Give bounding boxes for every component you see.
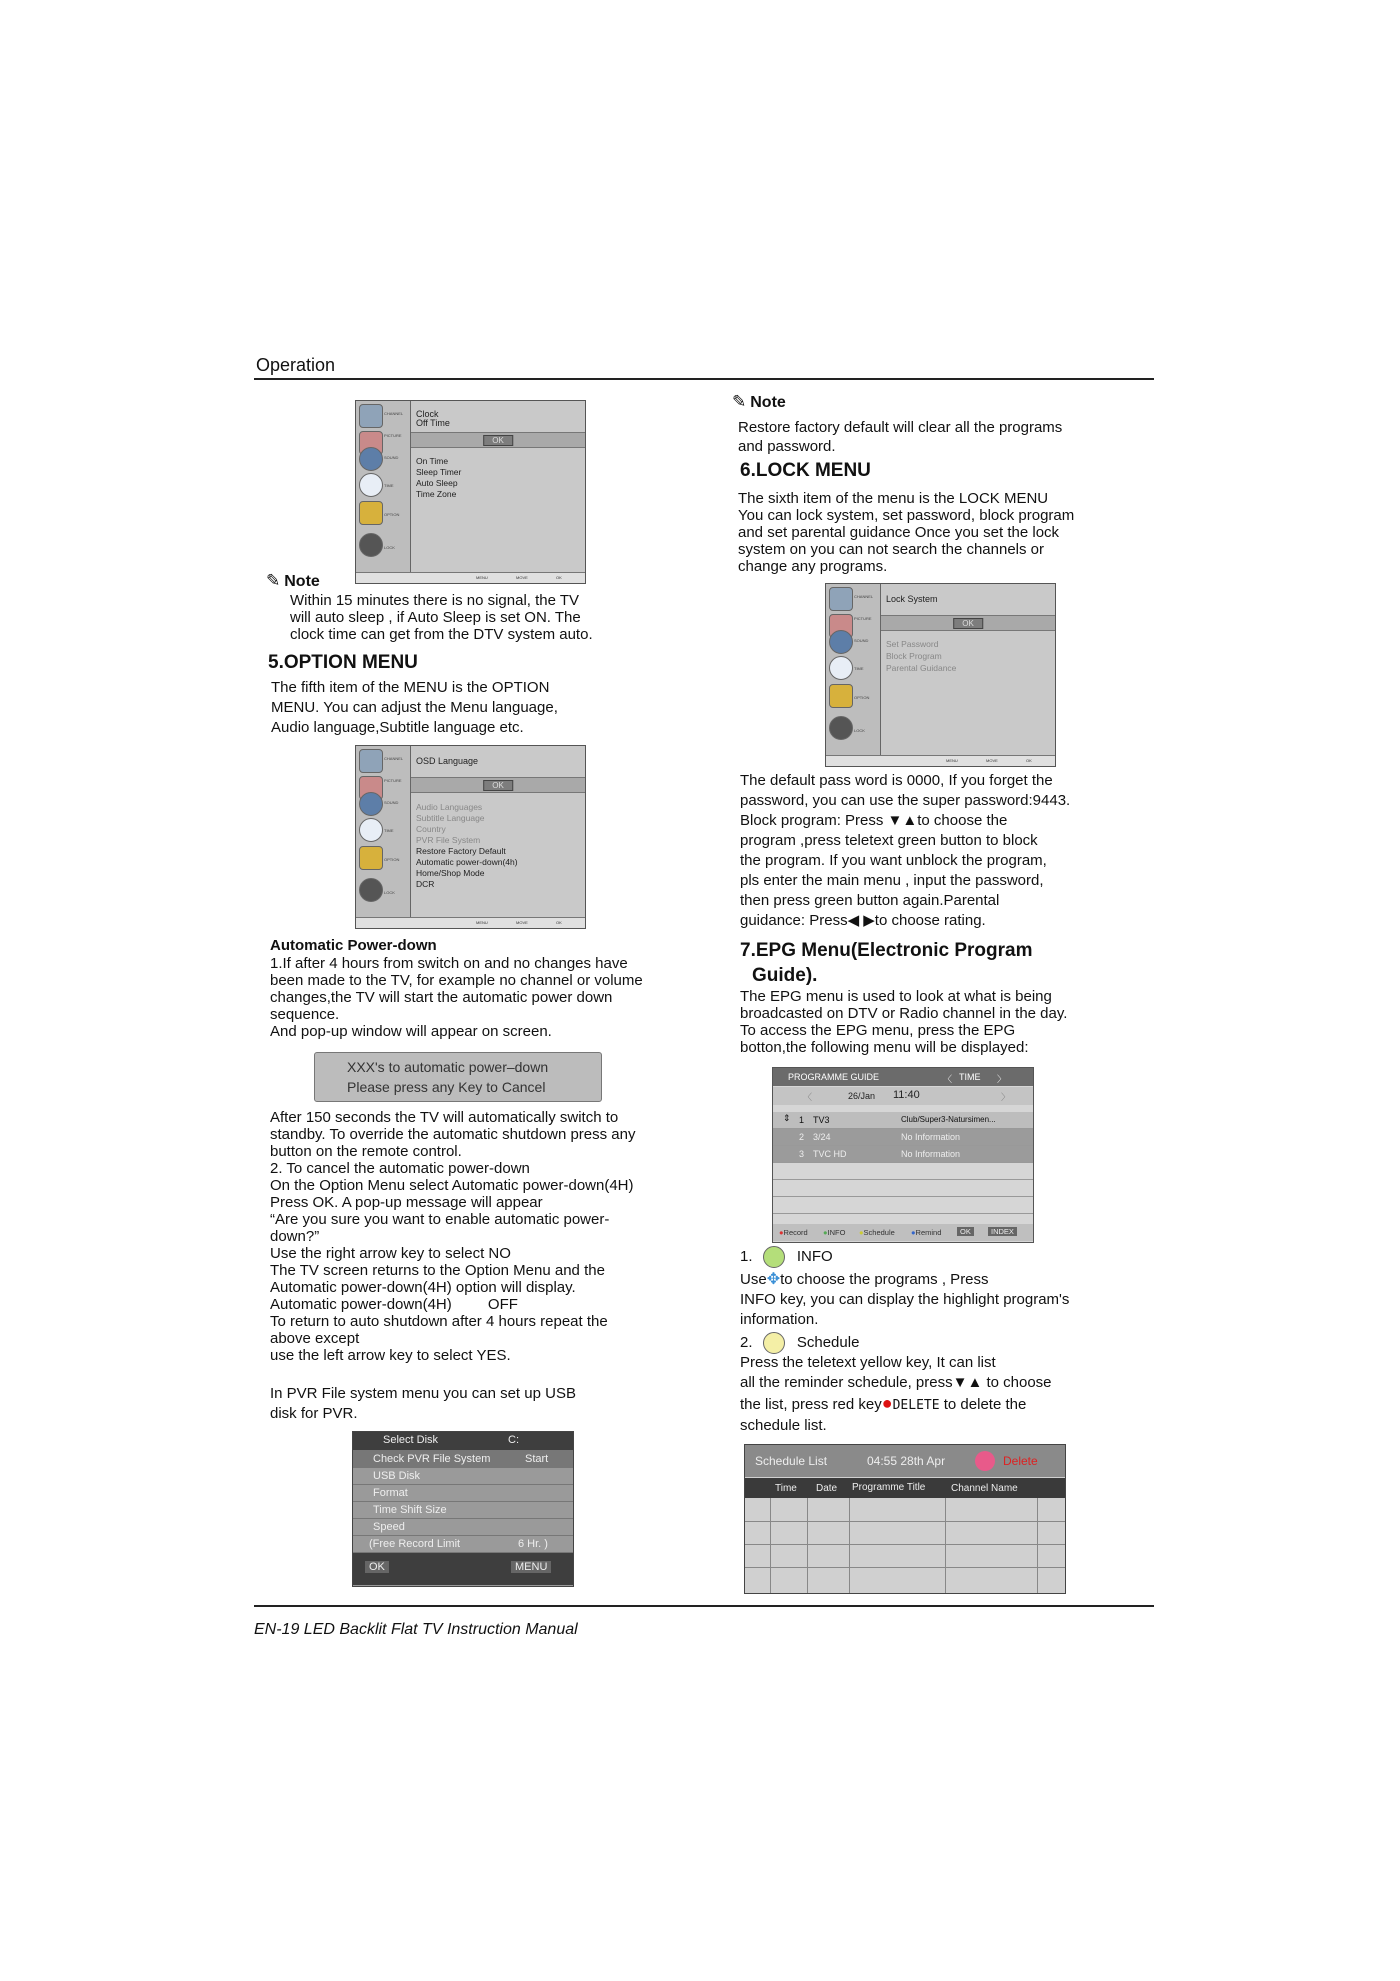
delete-key-label: DELETE: [892, 1398, 940, 1413]
footer-label: OK: [1026, 758, 1032, 763]
pvr-header: [353, 1432, 573, 1451]
menu-item: Audio Languages: [416, 802, 483, 812]
schedule-label: Schedule: [796, 1333, 860, 1351]
epg-title-bar: [773, 1068, 1033, 1086]
menu-item: DCR: [416, 879, 435, 889]
info-text: INFO key, you can display the highlight program's information.: [740, 1291, 1070, 1328]
sidebar-label: TIME: [384, 483, 394, 488]
menu-item: Block Program: [886, 651, 942, 661]
lock-menu-screen: [825, 583, 1056, 767]
legend-label: Remind: [915, 1228, 942, 1237]
pvr-header-value: C:: [508, 1434, 519, 1446]
epg-date-bar: [773, 1087, 1033, 1105]
clock-icon: [359, 818, 383, 842]
column-header: Programme Title: [852, 1482, 926, 1493]
grid-line: [807, 1498, 808, 1593]
right-arrow-icon: 〉: [997, 1074, 1007, 1084]
pvr-row: [353, 1451, 573, 1468]
pvr-header-label: Select Disk: [383, 1434, 439, 1446]
legend-label: INFO: [827, 1228, 846, 1237]
note-heading: [732, 392, 786, 412]
red-key-icon: ●: [881, 1393, 893, 1413]
sidebar-label: TIME: [854, 666, 864, 671]
menu-item: Auto Sleep: [416, 478, 458, 488]
grid-line: [849, 1498, 850, 1593]
menu-item: Restore Factory Default: [416, 846, 506, 856]
column-header: Time: [775, 1483, 797, 1494]
footer-label: MOVE: [516, 920, 528, 925]
pvr-row: [353, 1519, 573, 1536]
option-icon: [359, 501, 383, 525]
menu-item: Clock: [416, 409, 439, 419]
footer-label: OK: [556, 575, 562, 580]
highlight-band: [411, 432, 585, 448]
menu-item: Sleep Timer: [416, 467, 462, 477]
schedule-text: to delete the schedule list.: [740, 1396, 1027, 1434]
epg-time-label: TIME: [959, 1072, 981, 1082]
sound-icon: [359, 447, 383, 471]
sidebar-label: OPTION: [854, 695, 870, 700]
info-text: Use: [740, 1271, 767, 1288]
delete-label: Delete: [1003, 1454, 1038, 1468]
program-info: Club/Super3-Natursimen...: [901, 1115, 996, 1124]
epg-title: PROGRAMME GUIDE: [788, 1072, 880, 1082]
menu-button: MENU: [511, 1561, 551, 1573]
note-text: Restore factory default will clear all the programs and password.: [738, 419, 1063, 455]
menu-footer: [356, 917, 585, 928]
pvr-row-label: Time Shift Size: [373, 1504, 447, 1516]
sound-icon: [359, 792, 383, 816]
channel-name: TVC HD: [813, 1149, 847, 1159]
epg-row[interactable]: [773, 1146, 1033, 1163]
epg-row: [773, 1197, 1033, 1214]
menu-item: Subtitle Language: [416, 813, 485, 823]
item-number: 1.: [740, 1247, 753, 1265]
epg-row[interactable]: [773, 1112, 1033, 1129]
epg-row[interactable]: [773, 1129, 1033, 1146]
setting-value: OFF: [487, 1296, 518, 1313]
menu-sidebar: [826, 584, 881, 756]
note-heading: [266, 571, 320, 591]
ok-button: OK: [365, 1561, 389, 1573]
info-item: [740, 1246, 833, 1268]
epg-date: 26/Jan: [848, 1091, 876, 1101]
epg-row: [773, 1163, 1033, 1180]
footer-label: MENU: [476, 920, 488, 925]
schedule-time: 04:55 28th Apr: [867, 1454, 946, 1468]
menu-sidebar: [356, 401, 411, 573]
epg-row: [773, 1180, 1033, 1197]
sound-icon: [829, 630, 853, 654]
pvr-row: [353, 1536, 573, 1553]
grid-line: [1037, 1498, 1038, 1593]
footer-label: MOVE: [986, 758, 998, 763]
sidebar-label: CHANNEL: [384, 411, 404, 416]
note-text: Within 15 minutes there is no signal, the TV will auto sleep , if Auto Sleep is set ON. The clock time can get from the DTV system auto.: [290, 592, 593, 643]
ok-button: OK: [953, 618, 983, 629]
left-arrow-icon: 〈: [803, 1092, 813, 1102]
ok-button: OK: [957, 1227, 974, 1236]
pvr-row-value: Start: [525, 1453, 549, 1465]
popup-line: Please press any Key to Cancel: [347, 1079, 546, 1095]
footer-label: MOVE: [516, 575, 528, 580]
popup-line: XXX's to automatic power–down: [347, 1059, 549, 1075]
subsection-heading: Automatic Power-down: [270, 937, 437, 954]
channel-icon: [359, 749, 383, 773]
grid-line: [770, 1498, 771, 1593]
pvr-menu-screen: [352, 1431, 574, 1587]
epg-screen: [772, 1067, 1034, 1243]
menu-footer: [356, 572, 585, 583]
setting-label: Automatic power-down(4H): [270, 1296, 452, 1313]
pvr-row-label: USB Disk: [373, 1470, 421, 1482]
info-line: [740, 1270, 989, 1290]
directional-pad-icon: ✥: [766, 1271, 781, 1288]
schedule-title-bar: [745, 1445, 1065, 1477]
menu-item: Lock System: [886, 594, 938, 604]
channel-name: 3/24: [813, 1132, 831, 1142]
section-heading: 5.OPTION MENU: [268, 652, 418, 673]
green-key-icon: ●: [823, 1228, 828, 1237]
sidebar-label: SOUND: [854, 638, 869, 643]
sidebar-label: SOUND: [384, 455, 399, 460]
schedule-list-screen: [744, 1444, 1066, 1594]
channel-icon: [829, 587, 853, 611]
schedule-title: Schedule List: [755, 1454, 828, 1468]
sidebar-label: PICTURE: [384, 778, 402, 783]
channel-number: 2: [799, 1132, 805, 1142]
lock-text: The default pass word is 0000, If you forget the password, you can use the super password:9443. Block program: Press ▼▲to choose the program ,press teletext green button to block the program. If you want unblock the program, pls enter the main menu , input the password, then press green button again.Parental guidance: Press◀ ▶to choose rating.: [740, 772, 1071, 929]
pvr-limit-label: (Free Record Limit: [369, 1538, 461, 1550]
left-arrow-icon: 〈: [943, 1074, 953, 1084]
pvr-limit-value: 6 Hr. ): [518, 1538, 548, 1550]
sidebar-label: CHANNEL: [854, 594, 874, 599]
grid-line: [745, 1544, 1065, 1545]
footer-divider: [254, 1605, 1154, 1607]
page-footer: EN-19 LED Backlit Flat TV Instruction Manual: [254, 1621, 578, 1638]
red-key-icon: [975, 1451, 995, 1471]
menu-item: On Time: [416, 456, 449, 466]
program-info: No Information: [901, 1149, 961, 1159]
ok-button: OK: [483, 435, 513, 446]
menu-item: Home/Shop Mode: [416, 868, 485, 878]
legend-label: Schedule: [863, 1228, 895, 1237]
grid-line: [945, 1498, 946, 1593]
sidebar-label: TIME: [384, 828, 394, 833]
section-heading: Guide).: [752, 965, 818, 986]
schedule-item: [740, 1332, 859, 1354]
lock-icon: [829, 716, 853, 740]
footer-label: MENU: [476, 575, 488, 580]
menu-item: Time Zone: [416, 489, 457, 499]
epg-legend: [773, 1224, 1033, 1241]
note-title: Note: [284, 573, 320, 590]
footer-label: OK: [556, 920, 562, 925]
schedule-column-headers: [745, 1478, 1065, 1498]
highlight-band: [881, 615, 1055, 631]
pvr-row-label: Check PVR File System: [373, 1453, 491, 1465]
green-key-icon: [763, 1246, 785, 1268]
pvr-footer: [353, 1553, 573, 1585]
ok-button: OK: [483, 780, 513, 791]
power-down-setting: [270, 1296, 518, 1313]
yellow-key-icon: ●: [859, 1228, 864, 1237]
pvr-text: In PVR File system menu you can set up USB disk for PVR.: [270, 1385, 576, 1422]
sidebar-label: OPTION: [384, 512, 400, 517]
legend-label: Record: [783, 1228, 808, 1237]
auto-power-text: To return to auto shutdown after 4 hours repeat the above except use the left arrow key to select YES.: [270, 1313, 608, 1364]
menu-item: OSD Language: [416, 756, 479, 766]
option-text: The fifth item of the MENU is the OPTION MENU. You can adjust the Menu language, Audio language,Subtitle language etc.: [271, 679, 558, 736]
auto-power-text: 1.If after 4 hours from switch on and no changes have been made to the TV, for example no channel or volume changes,the TV will start the automatic power down sequence. And pop-up window will appear on screen.: [270, 955, 643, 1040]
menu-item: Off Time: [416, 418, 450, 428]
grid-line: [745, 1567, 1065, 1568]
info-label: INFO: [796, 1247, 833, 1265]
channel-name: TV3: [813, 1115, 830, 1125]
sidebar-label: SOUND: [384, 800, 399, 805]
clock-icon: [829, 656, 853, 680]
menu-item: Automatic power-down(4h): [416, 857, 518, 867]
menu-item: Parental Guidance: [886, 663, 957, 673]
option-icon: [829, 684, 853, 708]
sidebar-label: LOCK: [854, 728, 865, 733]
channel-number: 1: [799, 1115, 805, 1125]
pvr-row: [353, 1468, 573, 1485]
pvr-row-label: Speed: [373, 1521, 405, 1533]
option-menu-screen: [355, 745, 586, 929]
sidebar-label: PICTURE: [384, 433, 402, 438]
schedule-text: Press the teletext yellow key, It can list all the reminder schedule, press▼▲ to choose the list, press red key: [740, 1354, 1052, 1413]
epg-clock: 11:40: [893, 1089, 920, 1101]
clock-icon: [359, 473, 383, 497]
lock-icon: [359, 878, 383, 902]
time-menu-screen: [355, 400, 586, 584]
highlight-band: [411, 777, 585, 793]
menu-item: Country: [416, 824, 446, 834]
sidebar-label: LOCK: [384, 890, 395, 895]
auto-power-text: After 150 seconds the TV will automatically switch to standby. To override the automatic shutdown press any button on the remote control. 2. To cancel the automatic power-down On the Option Menu select Automatic power-down(4H) Press OK. A pop-up message will appear “Are you sure you want to enable automatic power- down?” Use the right arrow key to select NO The TV screen returns to the Option Menu and the Automatic power-down(4H) option will display.: [270, 1109, 636, 1296]
lock-text: The sixth item of the menu is the LOCK MENU You can lock system, set password, block program and set parental guidance Once you set the lock system on you can not search the channels or change any programs.: [738, 490, 1075, 575]
column-header: Channel Name: [951, 1483, 1018, 1494]
note-title: Note: [750, 394, 786, 411]
menu-item: Set Password: [886, 639, 939, 649]
right-arrow-icon: 〉: [1001, 1092, 1011, 1102]
pencil-icon: ✎: [732, 392, 747, 411]
channel-icon: [359, 404, 383, 428]
option-icon: [359, 846, 383, 870]
blue-key-icon: ●: [911, 1228, 916, 1237]
pvr-row-label: Format: [373, 1487, 408, 1499]
yellow-key-icon: [763, 1332, 785, 1354]
channel-number: 3: [799, 1149, 805, 1159]
column-header: Date: [816, 1483, 838, 1494]
sidebar-label: OPTION: [384, 857, 400, 862]
footer-label: MENU: [946, 758, 958, 763]
header-divider: [254, 378, 1154, 380]
sidebar-label: CHANNEL: [384, 756, 404, 761]
pvr-row: [353, 1502, 573, 1519]
lock-icon: [359, 533, 383, 557]
grid-line: [745, 1521, 1065, 1522]
pvr-row: [353, 1485, 573, 1502]
section-heading: 6.LOCK MENU: [740, 460, 871, 481]
info-text: to choose the programs , Press: [780, 1271, 989, 1288]
section-heading: 7.EPG Menu(Electronic Program: [740, 940, 1033, 961]
section-header: Operation: [256, 355, 336, 375]
pencil-icon: ✎: [266, 571, 281, 590]
red-key-icon: ●: [779, 1228, 784, 1237]
menu-sidebar: [356, 746, 411, 918]
sidebar-label: PICTURE: [854, 616, 872, 621]
scroll-arrows-icon: ⇕: [783, 1113, 791, 1123]
power-down-popup: [314, 1052, 602, 1102]
menu-footer: [826, 755, 1055, 766]
program-info: No Information: [901, 1132, 961, 1142]
item-number: 2.: [740, 1333, 753, 1351]
menu-item: PVR File System: [416, 835, 481, 845]
epg-text: The EPG menu is used to look at what is being broadcasted on DTV or Radio channel in the day. To access the EPG menu, press the EPG botton,the following menu will be displayed:: [740, 988, 1068, 1056]
sidebar-label: LOCK: [384, 545, 395, 550]
index-button: INDEX: [988, 1227, 1017, 1236]
